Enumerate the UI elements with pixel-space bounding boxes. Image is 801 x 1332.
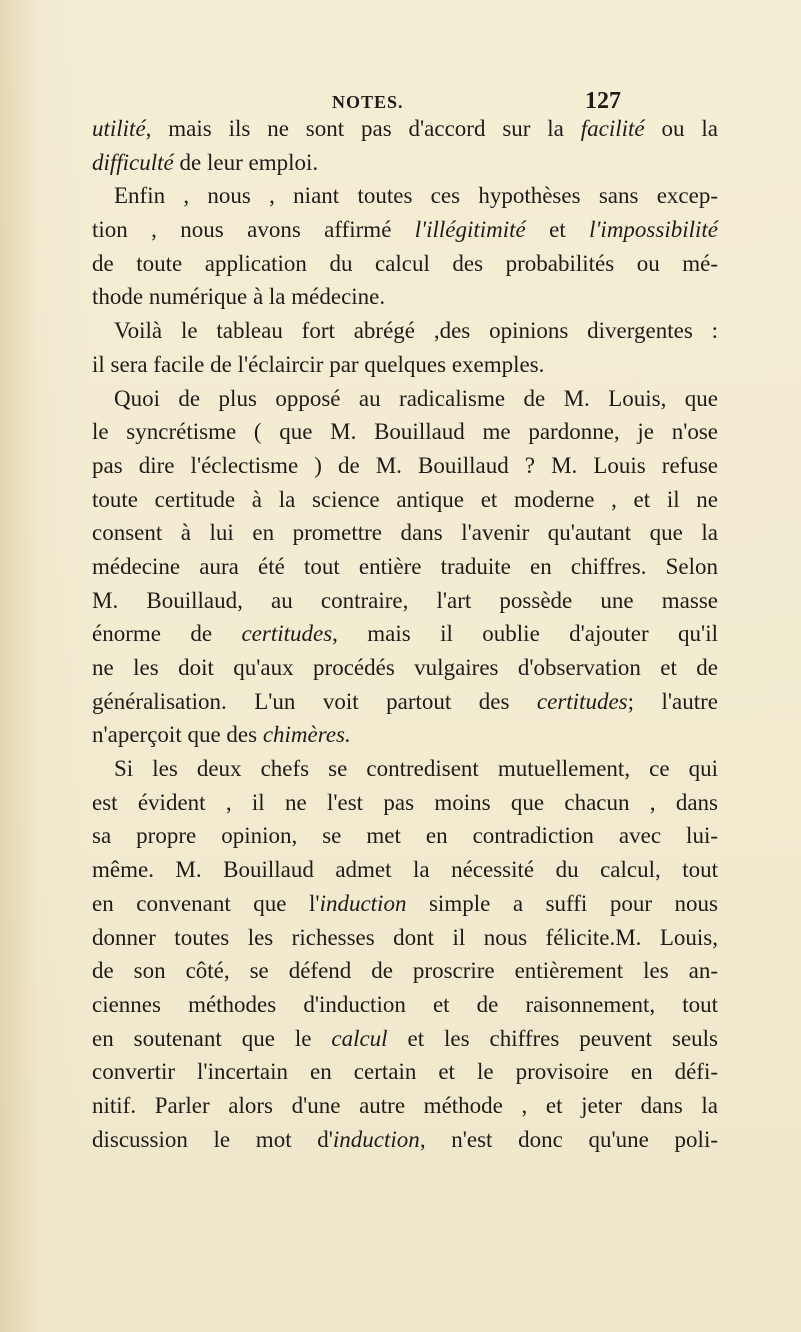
text-line [92, 584, 718, 618]
text-run: énorme de [92, 621, 242, 647]
text-line [92, 550, 718, 584]
text-run: Si les deux chefs se contredisent mutuellement, ce qui [114, 756, 718, 782]
text-run: tion , nous avons affirmé [92, 217, 415, 243]
text-line [92, 483, 718, 517]
text-line [92, 954, 718, 988]
text-run: , mais ils ne sont pas d'accord sur la [145, 116, 581, 141]
text-run: médecine aura été tout entière traduite en chiffres. Selon [92, 553, 718, 579]
text-run: en soutenant que le [92, 1025, 332, 1051]
text-run: ; l'autre [627, 688, 718, 714]
text-run: en convenant que l' [92, 890, 320, 916]
text-run: et les chiffres peuvent seuls [387, 1025, 718, 1051]
text-run: le syncrétisme ( que M. Bouillaud me pardonne, je n'ose [92, 419, 718, 445]
text-run: discussion le mot d' [92, 1126, 333, 1152]
text-line [92, 1089, 718, 1123]
text-run: Enfin , nous , niant toutes ces hypothèses sans excep- [114, 183, 718, 209]
text-line [92, 1022, 718, 1056]
text-run: il sera facile de l'éclaircir par quelques exemples. [92, 351, 545, 377]
text-run: de son côté, se défend de proscrire entièrement les an- [92, 958, 718, 984]
text-line [92, 718, 718, 752]
text-run: pas dire l'éclectisme ) de M. Bouillaud ? M. Louis refuse [92, 452, 718, 478]
text-line [92, 685, 718, 719]
text-run: ne les doit qu'aux procédés vulgaires d'observation et de [92, 655, 718, 680]
text-run: de toute application du calcul des probabilités ou mé- [92, 250, 718, 276]
text-run: même. M. Bouillaud admet la nécessité du calcul, tout [92, 857, 718, 883]
text-line [92, 651, 718, 685]
text-line [92, 146, 718, 180]
italic-run: facilité [580, 116, 645, 141]
italic-run: difficulté [92, 149, 174, 175]
italic-run: certitudes [241, 621, 333, 647]
text-line [92, 247, 718, 281]
italic-run: utilité [92, 116, 146, 141]
text-run: ou la [644, 116, 718, 141]
text-run: et [525, 217, 590, 243]
italic-run: l'impossibilité [589, 217, 718, 243]
italic-run: induction [319, 890, 407, 916]
text-line [92, 1123, 718, 1157]
running-head: NOTES. [332, 92, 404, 112]
text-run: sa propre opinion, se met en contradiction avec lui- [92, 823, 718, 849]
text-run: , mais il oublie d'ajouter qu'il [332, 621, 718, 647]
text-line [92, 853, 718, 887]
text-line [92, 415, 718, 449]
text-line [92, 382, 718, 416]
text-line [92, 449, 718, 483]
text-line [92, 988, 718, 1022]
text-line [92, 213, 718, 247]
italic-run: induction [332, 1126, 420, 1152]
text-run: ciennes méthodes d'induction et de raisonnement, tout [92, 991, 718, 1017]
text-run: , n'est donc qu'une poli- [419, 1126, 718, 1152]
text-line [92, 112, 718, 146]
text-run: thode numérique à la médecine. [92, 284, 386, 310]
text-line [92, 752, 718, 786]
text-line [92, 786, 718, 820]
text-run: de leur emploi. [173, 149, 319, 175]
italic-run: certitudes [536, 688, 628, 714]
italic-run: chimères. [262, 722, 351, 748]
text-run: donner toutes les richesses dont il nous félicite.M. Louis, [92, 924, 718, 950]
body-text [92, 112, 718, 1156]
page-number: 127 [585, 88, 621, 114]
italic-run: l'illégitimité [414, 217, 526, 243]
text-run: généralisation. L'un voit partout des [92, 688, 537, 714]
text-line [92, 280, 718, 314]
text-run: toute certitude à la science antique et moderne , et il ne [92, 486, 718, 512]
text-run: n'aperçoit que des [92, 722, 263, 748]
text-line [92, 314, 718, 348]
text-run: M. Bouillaud, au contraire, l'art possède une masse [92, 587, 718, 613]
text-line [92, 1055, 718, 1089]
italic-run: calcul [331, 1025, 388, 1051]
text-run: consent à lui en promettre dans l'avenir qu'autant que la [92, 520, 718, 546]
text-run: simple a suffi pour nous [406, 890, 718, 916]
text-run: nitif. Parler alors d'une autre méthode , et jeter dans la [92, 1092, 718, 1118]
text-line [92, 516, 718, 550]
text-run: Voilà le tableau fort abrégé ,des opinions divergentes : [114, 318, 718, 344]
text-line [92, 348, 718, 382]
text-line [92, 921, 718, 955]
text-line [92, 617, 718, 651]
text-line [92, 819, 718, 853]
text-run: Quoi de plus opposé au radicalisme de M. Louis, que [114, 385, 718, 411]
text-run: convertir l'incertain en certain et le provisoire en défi- [92, 1059, 718, 1085]
text-run: est évident , il ne l'est pas moins que chacun , dans [92, 789, 718, 815]
text-line [92, 887, 718, 921]
text-line [92, 179, 718, 213]
